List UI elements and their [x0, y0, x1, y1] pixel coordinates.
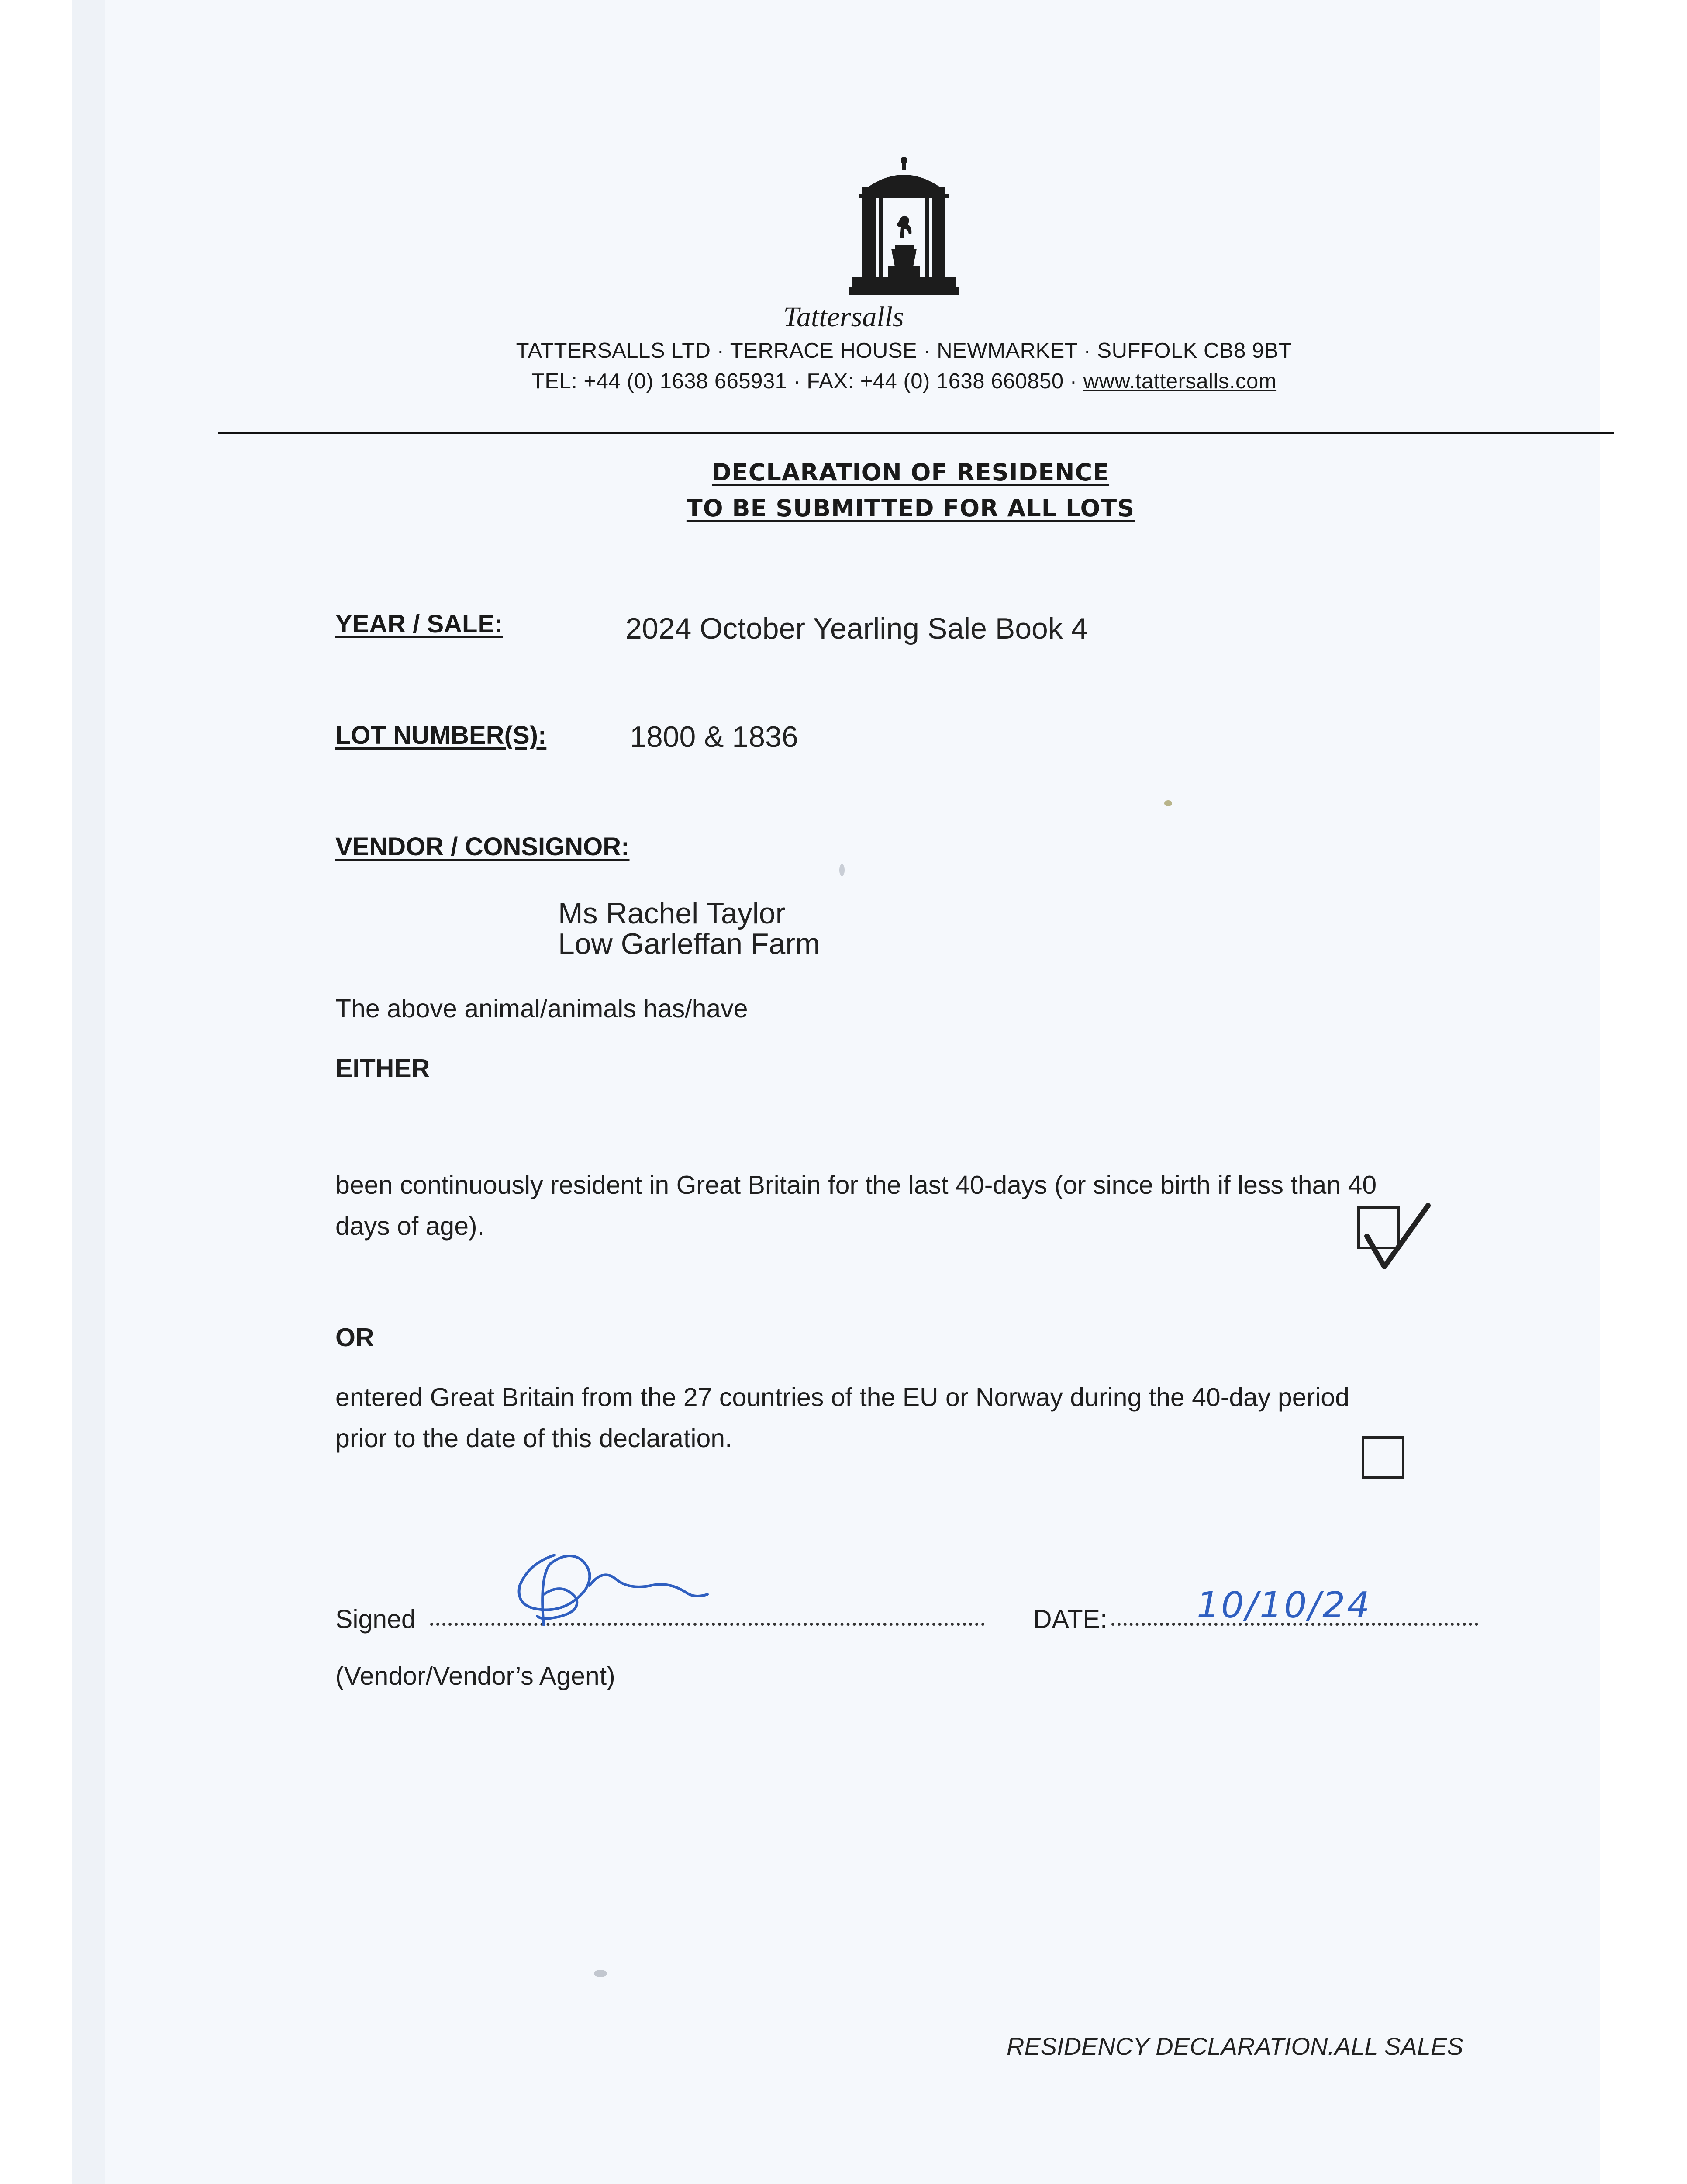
vendor-name: Ms Rachel Taylor: [558, 897, 786, 930]
form-title-line1: DECLARATION OF RESIDENCE: [711, 459, 1110, 486]
phone-fax: TEL: +44 (0) 1638 665931 · FAX: +44 (0) 1638 660850 ·: [531, 370, 1083, 393]
footer-reference: RESIDENCY DECLARATION.ALL SALES: [1007, 2032, 1463, 2060]
option1-checkmark-icon: [1354, 1197, 1437, 1275]
option2-text: [335, 1377, 1515, 1459]
header-divider: [218, 432, 1614, 434]
scan-speck: [1164, 800, 1172, 806]
option1-line2: days of age).: [335, 1212, 485, 1241]
year-sale-label: YEAR / SALE:: [335, 610, 503, 638]
date-value: 10/10/24: [1197, 1585, 1372, 1626]
form-title-line2: TO BE SUBMITTED FOR ALL LOTS: [686, 494, 1135, 522]
option1-line1: been continuously resident in Great Britain for the last 40-days (or since birth if less than 40: [335, 1171, 1377, 1199]
either-heading: EITHER: [335, 1054, 430, 1083]
option1-text: [335, 1165, 1515, 1247]
company-contact: [0, 369, 1687, 394]
scan-speck: [839, 864, 845, 876]
brand-name: Tattersalls: [783, 301, 904, 333]
option2-line2: prior to the date of this declaration.: [335, 1424, 732, 1453]
vendor-farm: Low Garleffan Farm: [558, 927, 820, 961]
handwritten-signature: [502, 1538, 721, 1647]
year-sale-value: 2024 October Yearling Sale Book 4: [625, 612, 1088, 645]
intro-statement: The above animal/animals has/have: [335, 994, 748, 1023]
vendor-label: VENDOR / CONSIGNOR:: [335, 833, 630, 861]
option2-line1: entered Great Britain from the 27 countries of the EU or Norway during the 40-day period: [335, 1383, 1349, 1412]
website-link[interactable]: www.tattersalls.com: [1083, 370, 1277, 393]
option2-checkbox[interactable]: [1362, 1436, 1404, 1479]
scan-speck: [594, 1970, 607, 1977]
date-label: DATE:: [1033, 1605, 1107, 1634]
signed-label: Signed: [335, 1605, 416, 1634]
signer-role: (Vendor/Vendor’s Agent): [335, 1662, 615, 1690]
lot-number-label: LOT NUMBER(S):: [335, 721, 547, 750]
or-heading: OR: [335, 1323, 374, 1352]
company-address: TATTERSALLS LTD · TERRACE HOUSE · NEWMARKET · SUFFOLK CB8 9BT: [516, 339, 1292, 363]
tattersalls-temple-logo: [849, 157, 959, 301]
lot-number-value: 1800 & 1836: [630, 720, 798, 753]
